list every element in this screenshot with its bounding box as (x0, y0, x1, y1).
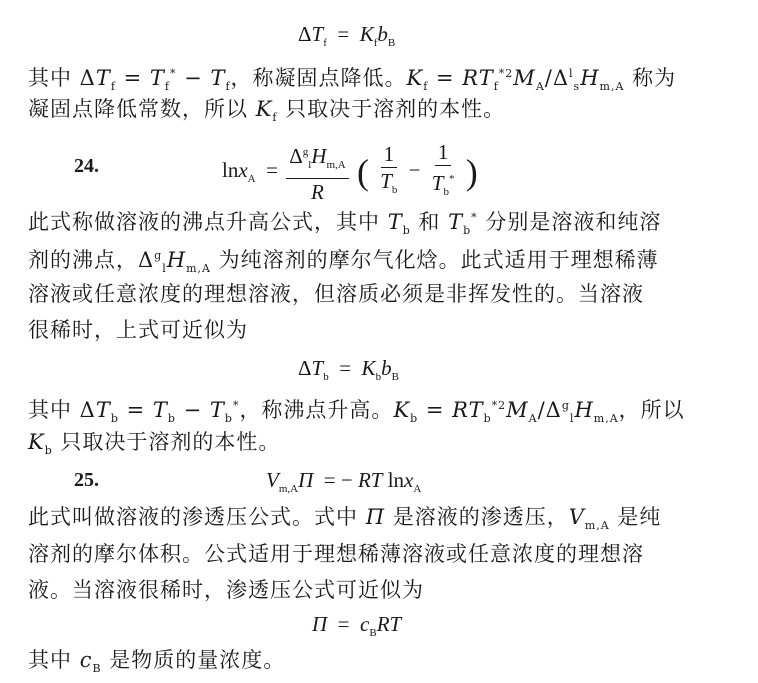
text-line-4: 剂的沸点，$\Delta^g_lH_{m,A}$ 为纯溶剂的摩尔气化焓。此式适用于理想稀薄 (28, 248, 659, 276)
text-line-12: 其中 $c_B$ 是物质的量浓度。 (28, 648, 286, 676)
equation-osmotic-simplified: $\Pi = c_BRT$ (312, 612, 402, 640)
equation-number-24: 24. (74, 155, 99, 177)
text-line-6: 很稀时，上式可近似为 (28, 318, 248, 342)
equation-number-25: 25. (74, 469, 99, 491)
text-line-8: $K_b$ 只取决于溶剂的本性。 (28, 430, 281, 458)
equation-osmotic: $V_{m,A}\Pi$ = − RT lnx$_A$ (266, 468, 422, 496)
equation-boiling-point: lnx$_A$ = $\frac{\Delta^g_lH_{m,A}}{R}$ ( $\frac{1}{T_b}$ − $\frac{1}{T_b^*}$ ) (222, 140, 478, 205)
text-line-11: 液。当溶液很稀时，渗透压公式可近似为 (28, 578, 424, 602)
text-line-3: 此式称做溶液的沸点升高公式，其中 $T_b$ 和 $T_b^*$ 分别是溶液和纯溶 (28, 210, 662, 238)
equation-freezing-point: $\Delta T_f = K_fb_B$ (298, 22, 396, 50)
text-line-10: 溶剂的摩尔体积。公式适用于理想稀薄溶液或任意浓度的理想溶 (28, 542, 644, 566)
text-line-2: 凝固点降低常数，所以 $K_f$ 只取决于溶剂的本性。 (28, 97, 506, 125)
text-line-1: 其中 $\Delta T_f = T_f^* - T_f$，称凝固点降低。$K_f = RT_f^{*2}M_A/\Delta^l_sH_{m,A}$ 称为 (28, 66, 677, 94)
text-line-9: 此式叫做溶液的渗透压公式。式中 Π 是溶液的渗透压，$V_{m,A}$ 是纯 (28, 505, 662, 533)
text-line-5: 溶液或任意浓度的理想溶液，但溶质必须是非挥发性的。当溶液 (28, 282, 644, 306)
equation-boiling-simplified: $\Delta T_b = K_bb_B$ (298, 356, 399, 384)
text-line-7: 其中 $\Delta T_b = T_b - T_b^*$，称沸点升高。$K_b = RT_b^{*2}M_A/\Delta^g_lH_{m,A}$，所以 (28, 398, 685, 426)
